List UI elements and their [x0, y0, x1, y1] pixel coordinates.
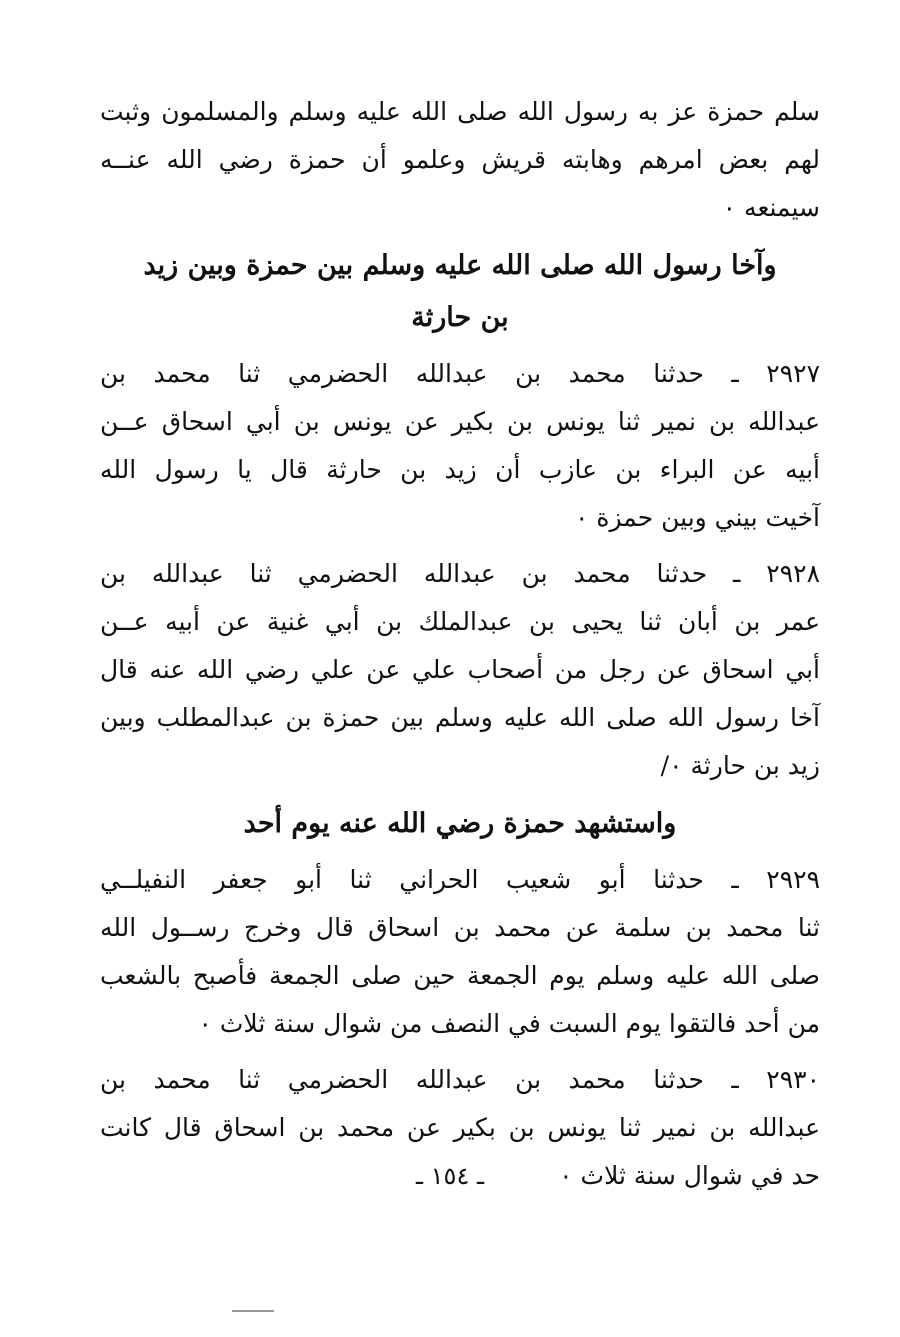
hadith-2927	[100, 350, 820, 542]
text-line: أبيه عن البراء بن عازب أن زيد بن حارثة قال يا رسول الله	[100, 455, 820, 484]
text-line: ٢٩٣٠ ـ حدثنا محمد بن عبدالله الحضرمي ثنا محمد بن	[100, 1065, 820, 1094]
page-number: ـ ١٥٤ ـ	[415, 1162, 484, 1190]
heading-line: واستشهد حمزة رضي الله عنه يوم أحد	[243, 808, 677, 839]
scan-artifact	[232, 1310, 274, 1312]
text-line: سلم حمزة عز به رسول الله صلى الله عليه وسلم والمسلمون وثبت	[100, 97, 820, 126]
text-line: آخيت بيني وبين حمزة ٠	[574, 503, 820, 532]
text-line: صلى الله عليه وسلم يوم الجمعة حين صلى الجمعة فأصبح بالشعب	[100, 961, 820, 990]
intro-paragraph	[100, 88, 820, 232]
hadith-2928	[100, 550, 820, 790]
text-line: زيد بن حارثة ٠/	[660, 751, 820, 780]
text-line: ٢٩٢٧ ـ حدثنا محمد بن عبدالله الحضرمي ثنا محمد بن	[100, 359, 820, 388]
text-line: لهم بعض امرهم وهابته قريش وعلمو أن حمزة رضي الله عنــه	[100, 145, 820, 174]
text-line: عمر بن أبان ثنا يحيى بن عبدالملك بن أبي غنية عن أبيه عــن	[100, 607, 820, 636]
document-page	[100, 88, 820, 1208]
text-line: آخا رسول الله صلى الله عليه وسلم بين حمزة بن عبدالمطلب وبين	[100, 703, 820, 732]
text-line: ٢٩٢٩ ـ حدثنا أبو شعيب الحراني ثنا أبو جعفر النفيلــي	[100, 865, 820, 894]
text-line: عبدالله بن نمير ثنا يونس بن بكير عن يونس بن أبي اسحاق عــن	[100, 407, 820, 436]
text-line: من أحد فالتقوا يوم السبت في النصف من شوال سنة ثلاث ٠	[198, 1009, 820, 1038]
text-line: سيمنعه ٠	[722, 193, 820, 222]
text-line: ٢٩٢٨ ـ حدثنا محمد بن عبدالله الحضرمي ثنا عبدالله بن	[100, 559, 820, 588]
section-heading-brotherhood	[100, 240, 820, 344]
text-line: حد في شوال سنة ثلاث ٠	[559, 1161, 820, 1190]
heading-line: بن حارثة	[411, 302, 509, 333]
hadith-2929	[100, 856, 820, 1048]
text-line: ثنا محمد بن سلمة عن محمد بن اسحاق قال وخرج رســول الله	[100, 913, 820, 942]
text-line: أبي اسحاق عن رجل من أصحاب علي عن علي رضي الله عنه قال	[100, 655, 820, 684]
heading-line: وآخا رسول الله صلى الله عليه وسلم بين حمزة وبين زيد	[143, 250, 777, 281]
text-line: عبدالله بن نمير ثنا يونس بن بكير عن محمد بن اسحاق قال كانت	[100, 1113, 820, 1142]
section-heading-martyrdom	[100, 798, 820, 850]
